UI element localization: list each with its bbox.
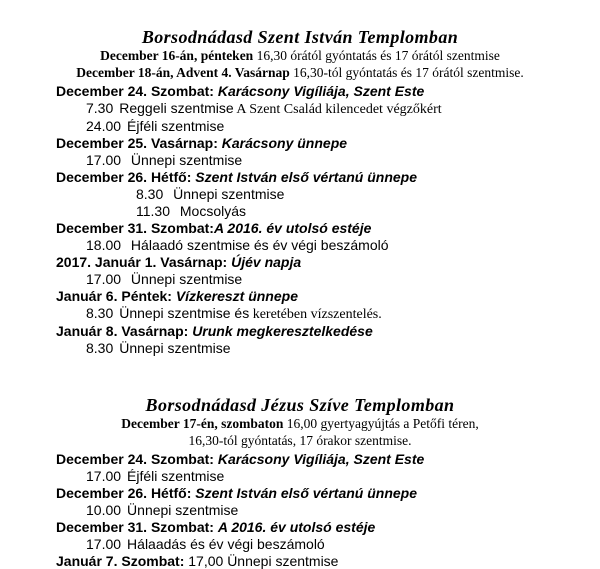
entry-date: December 26. Hétfő: xyxy=(56,485,196,501)
schedule-detail xyxy=(0,203,600,220)
schedule-entry-header xyxy=(0,135,600,152)
entry-event: Karácsony Vigíliája, Szent Este xyxy=(217,451,425,467)
detail-time: 8.30 xyxy=(86,305,114,321)
schedule-entry-header xyxy=(0,288,600,305)
schedule-entry-header xyxy=(0,553,600,569)
schedule-entry-header xyxy=(0,485,600,502)
detail-time: 8.30 xyxy=(136,186,164,202)
entry-event: Újév napja xyxy=(231,254,302,270)
detail-text: Ünnepi szentmise xyxy=(169,186,285,202)
detail-time: 11.30 xyxy=(136,203,170,219)
schedule-detail xyxy=(0,271,600,288)
schedule-entry-header xyxy=(0,254,600,271)
entry-event: Szent István első vértanú ünnepe xyxy=(195,485,418,501)
detail-time: 17.00 xyxy=(86,152,122,168)
detail-text: Hálaadó szentmise és év végi beszámoló xyxy=(127,237,389,253)
schedule-detail xyxy=(0,468,600,485)
entry-date: December 26. Hétfő: xyxy=(56,169,196,185)
entry-date: Január 7. Szombat: xyxy=(56,553,189,569)
detail-note: keretében vízszentelés. xyxy=(249,307,382,322)
intro-text: 16,00 gyertyagyújtás a Petőfi téren, xyxy=(283,416,479,431)
detail-text: Mocsolyás xyxy=(176,203,247,219)
detail-text: Ünnepi szentmise xyxy=(127,502,239,518)
detail-text: Ünnepi szentmise xyxy=(127,152,243,168)
intro-text: 16,30 órától gyóntatás és 17 órától szentmise xyxy=(253,48,500,63)
detail-text: Hálaadás és év végi beszámoló xyxy=(127,536,325,552)
schedule-detail xyxy=(0,340,600,357)
intro-line xyxy=(0,65,600,82)
entry-event: Karácsony Vigíliája, Szent Este xyxy=(217,83,425,99)
schedule-list xyxy=(0,83,600,357)
intro-line xyxy=(0,433,600,450)
schedule-detail xyxy=(0,536,600,553)
schedule-list xyxy=(0,451,600,569)
schedule-entry-header xyxy=(0,519,600,536)
detail-text: Ünnepi szentmise és xyxy=(119,305,250,321)
intro-date: December 17-én, szombaton xyxy=(121,416,284,431)
section-jezus-szive xyxy=(0,394,600,569)
entry-plain-text: 17,00 Ünnepi szentmise xyxy=(188,553,339,569)
detail-text: Reggeli szentmise xyxy=(119,100,234,116)
entry-event: A 2016. év utolsó estéje xyxy=(217,519,376,535)
detail-text: Éjféli szentmise xyxy=(127,118,225,134)
schedule-entry-header xyxy=(0,169,600,186)
entry-date: December 24. Szombat: xyxy=(56,83,218,99)
section-title: Borsodnádasd Szent István Templomban xyxy=(141,27,459,47)
intro-text: 16,30-tól gyóntatás, 17 órakor szentmise. xyxy=(188,432,412,448)
detail-time: 24.00 xyxy=(86,118,122,134)
section-title: Borsodnádasd Jézus Szíve Templomban xyxy=(145,395,455,415)
entry-event: Szent István első vértanú ünnepe xyxy=(195,169,418,185)
schedule-entry-header xyxy=(0,83,600,100)
entry-date: 2017. Január 1. Vasárnap: xyxy=(56,254,232,270)
entry-date: Január 6. Péntek: xyxy=(56,288,176,304)
entry-date: December 24. Szombat: xyxy=(56,451,218,467)
schedule-entry-header xyxy=(0,220,600,237)
schedule-detail xyxy=(0,118,600,135)
detail-time: 8.30 xyxy=(86,340,114,356)
detail-note: A Szent Család kilencedet végzőkért xyxy=(233,102,442,117)
schedule-detail xyxy=(0,502,600,519)
entry-event: A 2016. év utolsó estéje xyxy=(213,220,372,236)
detail-time: 17.00 xyxy=(86,468,122,484)
entry-date: December 31. Szombat: xyxy=(56,519,218,535)
detail-text: Ünnepi szentmise xyxy=(119,340,231,356)
entry-date: December 31. Szombat: xyxy=(56,220,214,236)
detail-text: Ünnepi szentmise xyxy=(127,271,243,287)
schedule-detail xyxy=(0,100,600,118)
entry-event: Urunk megkeresztelkedése xyxy=(192,323,373,339)
entry-date: December 25. Vasárnap: xyxy=(56,135,222,151)
detail-time: 7.30 xyxy=(86,100,114,116)
schedule-detail xyxy=(0,186,600,203)
intro-line xyxy=(0,416,600,433)
schedule-detail xyxy=(0,152,600,169)
entry-event: Karácsony ünnepe xyxy=(221,135,348,151)
detail-time: 17.00 xyxy=(86,271,122,287)
schedule-detail xyxy=(0,305,600,323)
detail-time: 18.00 xyxy=(86,237,122,253)
entry-date: Január 8. Vasárnap: xyxy=(56,323,193,339)
intro-date: December 16-án, pénteken xyxy=(100,48,254,63)
schedule-entry-header xyxy=(0,323,600,340)
schedule-detail xyxy=(0,237,600,254)
intro-text: 16,30-tól gyóntatás és 17 órától szentmise. xyxy=(289,64,524,80)
intro-date: December 18-án, Advent 4. Vasárnap xyxy=(76,64,290,80)
detail-time: 10.00 xyxy=(86,502,122,518)
entry-event: Vízkereszt ünnepe xyxy=(175,288,298,304)
schedule-entry-header xyxy=(0,451,600,468)
detail-time: 17.00 xyxy=(86,536,122,552)
detail-text: Éjféli szentmise xyxy=(127,468,225,484)
intro-line xyxy=(0,48,600,65)
